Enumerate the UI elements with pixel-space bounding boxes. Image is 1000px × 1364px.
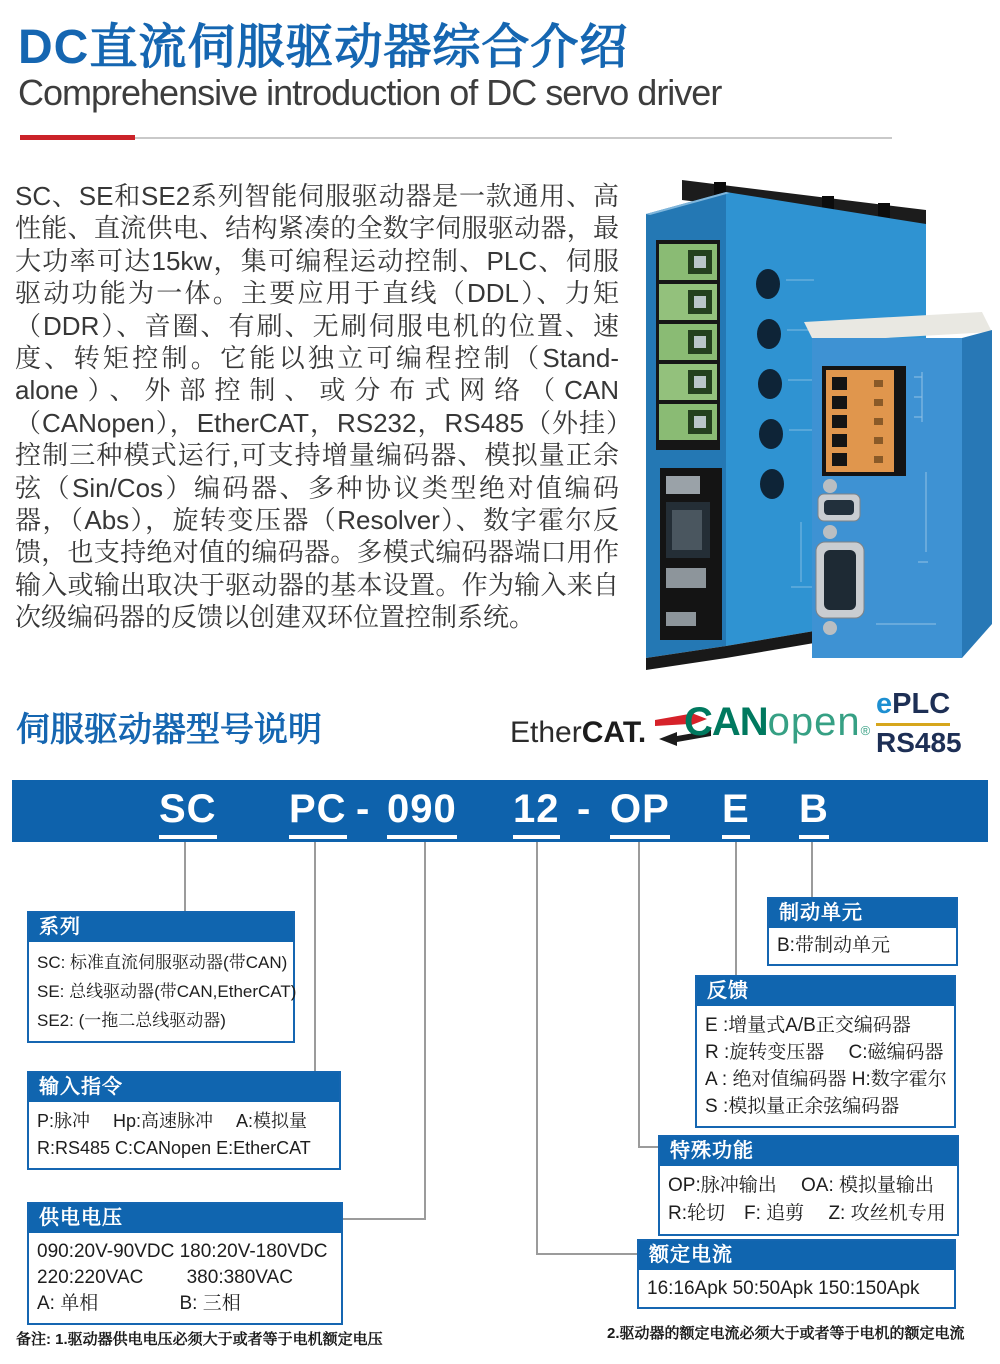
voltage-option: 090:20V-90VDC 180:20V-180VDC (37, 1241, 328, 1262)
footer-note-2: 2.驱动器的额定电流必须大于或者等于电机的额定电流 (607, 1325, 965, 1342)
model-token-special: OP (610, 787, 670, 839)
input-command-box (27, 1071, 341, 1170)
ethercat-logo (510, 712, 711, 750)
rated-current-box (637, 1239, 956, 1309)
eplc-logo-text: ePLC (876, 688, 950, 726)
model-token-series: SC (159, 787, 217, 839)
brake-unit-box-title: 制动单元 (769, 899, 956, 928)
input-option: P:脉冲 Hp:高速脉冲 A:模拟量 (37, 1111, 308, 1131)
intro-paragraph: SC、SE和SE2系列智能伺服驱动器是一款通用、高性能、直流供电、结构紧凑的全数字伺服驱动器，最大功率可达15kw，集可编程运动控制、PLC、伺服驱动功能为一体。主要应用于直线（DDL）、力矩（DDR）、音圈、有刷、无刷伺服电机的位置、速度、转矩控制。它能以独立可编程控制（Stand-alone）、外部控制、或分布式网络（CAN（CANopen），EtherCAT，RS232，RS485（外挂）控制三种模式运行,可支持增量编码器、模拟量正余弦（Sin/Cos）编码器、多种协议类型绝对值编码器，（Abs），旋转变压器（Resolver）、数字霍尔反馈，也支持绝对值的编码器。多模式编码器端口用作输入或输出取决于驱动器的基本设置。作为输入来自次级编码器的反馈以创建双环位置控制系统。 (15, 181, 619, 633)
canopen-logo-can: CAN (684, 700, 768, 744)
connector-special-line (638, 842, 640, 1148)
connector-voltage-line (424, 842, 426, 1220)
series-box-title: 系列 (29, 913, 293, 942)
product-image (626, 172, 1000, 677)
supply-voltage-box-body (29, 1233, 341, 1323)
connector-input-line (314, 842, 316, 1071)
rs485-logo-text: RS485 (876, 727, 962, 758)
divider-red-accent (20, 135, 135, 140)
special-function-box-title: 特殊功能 (660, 1137, 957, 1166)
input-command-box-body (29, 1102, 339, 1168)
series-option: SE: 总线驱动器(带CAN,EtherCAT) (37, 982, 297, 1001)
servo-drivers-illustration (626, 172, 1000, 672)
supply-voltage-box-title: 供电电压 (29, 1204, 341, 1233)
page-subtitle: Comprehensive introduction of DC servo driver (18, 72, 722, 113)
model-token-brake: B (799, 787, 829, 839)
connector-feedback-line (735, 842, 737, 975)
series-box-body (29, 942, 297, 1041)
series-box (27, 911, 295, 1043)
rated-current-box-body (639, 1270, 954, 1307)
connector-series-line (184, 842, 186, 911)
feedback-box-title: 反馈 (697, 977, 954, 1006)
brake-option: B:带制动单元 (777, 935, 890, 956)
connector-voltage-elbow (343, 1218, 426, 1220)
connector-current-elbow (536, 1253, 639, 1255)
supply-voltage-box (27, 1202, 343, 1325)
special-option: R:轮切 F: 追剪 Z: 攻丝机专用 (668, 1203, 946, 1224)
divider-line (135, 137, 892, 139)
input-option: R:RS485 C:CANopen E:EtherCAT (37, 1138, 311, 1158)
special-function-box-body (660, 1166, 957, 1234)
model-code-banner (12, 780, 988, 842)
feedback-option: S :模拟量正余弦编码器 (705, 1096, 900, 1117)
canopen-logo-open: open (767, 700, 861, 744)
model-token-feedback: E (722, 787, 750, 839)
brake-unit-box (767, 897, 958, 966)
voltage-option: A: 单相 B: 三相 (37, 1293, 241, 1314)
feedback-option: E :增量式A/B正交编码器 (705, 1015, 911, 1036)
ethercat-logo-text: EtherCAT. (510, 716, 647, 749)
input-command-box-title: 输入指令 (29, 1073, 339, 1102)
model-token-current: 12 (513, 787, 560, 839)
feedback-option: R :旋转变压器 C:磁编码器 (705, 1042, 944, 1063)
model-token-dash2: - (577, 787, 592, 831)
canopen-logo (684, 700, 870, 745)
footer-note-1: 备注: 1.驱动器供电电压必须大于或者等于电机额定电压 (16, 1331, 383, 1348)
series-option: SC: 标准直流伺服驱动器(带CAN) (37, 953, 288, 972)
connector-current-line (536, 842, 538, 1255)
rated-current-box-title: 额定电流 (639, 1241, 954, 1270)
series-option: SE2: (一拖二总线驱动器) (37, 1011, 226, 1030)
feedback-option: A : 绝对值编码器 H:数字霍尔 (705, 1069, 947, 1090)
brake-unit-box-body (769, 928, 956, 964)
connector-brake-line (811, 842, 813, 897)
special-option: OP:脉冲输出 OA: 模拟量输出 (668, 1175, 935, 1196)
eplc-rs485-logo (876, 688, 968, 759)
feedback-box (695, 975, 956, 1128)
model-token-dash1: - (356, 787, 371, 831)
special-function-box (658, 1135, 959, 1236)
model-token-voltage: 090 (387, 787, 457, 839)
section-title: 伺服驱动器型号说明 (16, 711, 322, 749)
connector-special-elbow (638, 1146, 660, 1148)
page-title: DC直流伺服驱动器综合介绍 (18, 21, 629, 74)
model-token-input: PC (289, 787, 347, 839)
current-option: 16:16Apk 50:50Apk 150:150Apk (647, 1278, 920, 1299)
registered-mark-icon: ® (860, 723, 871, 738)
voltage-option: 220:220VAC 380:380VAC (37, 1267, 293, 1288)
feedback-box-body (697, 1006, 954, 1126)
